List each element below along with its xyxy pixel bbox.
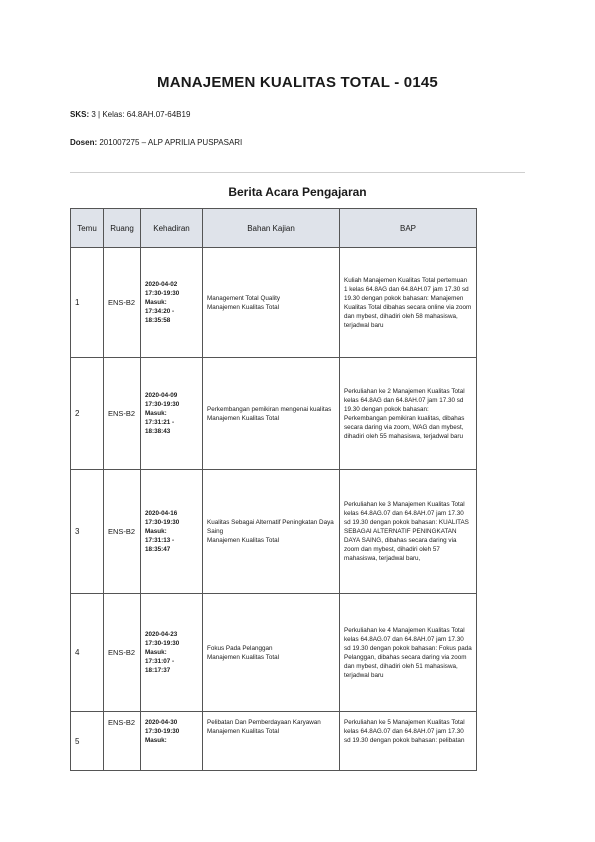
table-row — [71, 248, 477, 358]
cell-kehadiran: 2020-04-02 17:30-19:30 Masuk: 17:34:20 - 18:35:58 — [141, 248, 203, 358]
sks-value: 3 | Kelas: 64.8AH.07-64B19 — [91, 110, 191, 119]
cell-ruang: ENS-B2 — [104, 470, 141, 594]
header-kehadiran: Kehadiran — [141, 209, 203, 248]
table-header-row — [71, 209, 477, 248]
cell-bahan-kajian: Kualitas Sebagai Alternatif Peningkatan Daya Saing Manajemen Kualitas Total — [203, 470, 340, 594]
section-title: Berita Acara Pengajaran — [228, 185, 367, 199]
cell-bap: Perkuliahan ke 3 Manajemen Kualitas Total kelas 64.8AG.07 dan 64.8AH.07 jam 17.30 sd 19.30 dengan pokok bahasan: KUALITAS SEBAGAI ALTERNATIF PENINGKATAN DAYA SAING, dibahas secara daring via zoom dan mybest, dihadiri oleh 57 mahasiswa, terjadwal baru, — [340, 470, 477, 594]
cell-bahan-kajian: Perkembangan pemikiran mengenai kualitas Manajemen Kualitas Total — [203, 358, 340, 470]
table-row — [71, 712, 477, 771]
cell-temu: 2 — [71, 358, 104, 470]
cell-temu: 3 — [71, 470, 104, 594]
cell-ruang: ENS-B2 — [104, 358, 141, 470]
dosen-value: 201007275 – ALP APRILIA PUSPASARI — [99, 138, 243, 147]
cell-kehadiran: 2020-04-23 17:30-19:30 Masuk: 17:31:07 - 18:17:37 — [141, 594, 203, 712]
teaching-log-table — [70, 208, 477, 771]
cell-bahan-kajian: Management Total Quality Manajemen Kualitas Total — [203, 248, 340, 358]
cell-bap: Perkuliahan ke 2 Manajemen Kualitas Total kelas 64.8AG dan 64.8AH.07 jam 17.30 sd 19.30 dengan pokok bahasan: Perkembangan pemikiran kualitas, dibahas secara daring via zoom, WAG dan mybest, dihadiri oleh 55 mahasiswa, terjadwal baru — [340, 358, 477, 470]
table-row — [71, 358, 477, 470]
sks-label: SKS: — [70, 110, 90, 119]
header-bahan-kajian: Bahan Kajian — [203, 209, 340, 248]
lecturer-info — [70, 138, 242, 147]
table-row — [71, 594, 477, 712]
cell-temu: 4 — [71, 594, 104, 712]
cell-temu: 5 — [71, 712, 104, 771]
cell-ruang: ENS-B2 — [104, 712, 141, 771]
dosen-label: Dosen: — [70, 138, 98, 147]
header-ruang: Ruang — [104, 209, 141, 248]
cell-bahan-kajian: Pelibatan Dan Pemberdayaan Karyawan Manajemen Kualitas Total — [203, 712, 340, 771]
cell-kehadiran: 2020-04-09 17:30-19:30 Masuk: 17:31:21 - 18:38:43 — [141, 358, 203, 470]
cell-kehadiran: 2020-04-16 17:30-19:30 Masuk: 17:31:13 - 18:35:47 — [141, 470, 203, 594]
cell-bap: Perkuliahan ke 4 Manajemen Kualitas Total kelas 64.8AG.07 dan 64.8AH.07 jam 17.30 sd 19.30 dengan pokok bahasan: Fokus pada Pelanggan, dibahas secara daring via zoom dan mybest, dihadiri oleh 51 mahasiswa, terjadwal baru — [340, 594, 477, 712]
header-bap: BAP — [340, 209, 477, 248]
cell-kehadiran: 2020-04-30 17:30-19:30 Masuk: — [141, 712, 203, 771]
cell-bahan-kajian: Fokus Pada Pelanggan Manajemen Kualitas Total — [203, 594, 340, 712]
header-temu: Temu — [71, 209, 104, 248]
cell-bap: Perkuliahan ke 5 Manajemen Kualitas Total kelas 64.8AG.07 dan 64.8AH.07 jam 17.30 sd 19.30 dengan pokok bahasan: pelibatan — [340, 712, 477, 771]
cell-ruang: ENS-B2 — [104, 248, 141, 358]
course-title: MANAJEMEN KUALITAS TOTAL - 0145 — [157, 74, 438, 91]
cell-ruang: ENS-B2 — [104, 594, 141, 712]
cell-bap: Kuliah Manajemen Kualitas Total pertemuan 1 kelas 64.8AG dan 64.8AH.07 jam 17.30 sd 19.30 dengan pokok bahasan: Manajemen Kualitas Total dibahas secara online via zoom dan mybest, dihadiri oleh 58 mahasiswa, terjadwal baru — [340, 248, 477, 358]
cell-temu: 1 — [71, 248, 104, 358]
course-credits — [70, 110, 190, 119]
divider — [70, 172, 525, 173]
table-row — [71, 470, 477, 594]
